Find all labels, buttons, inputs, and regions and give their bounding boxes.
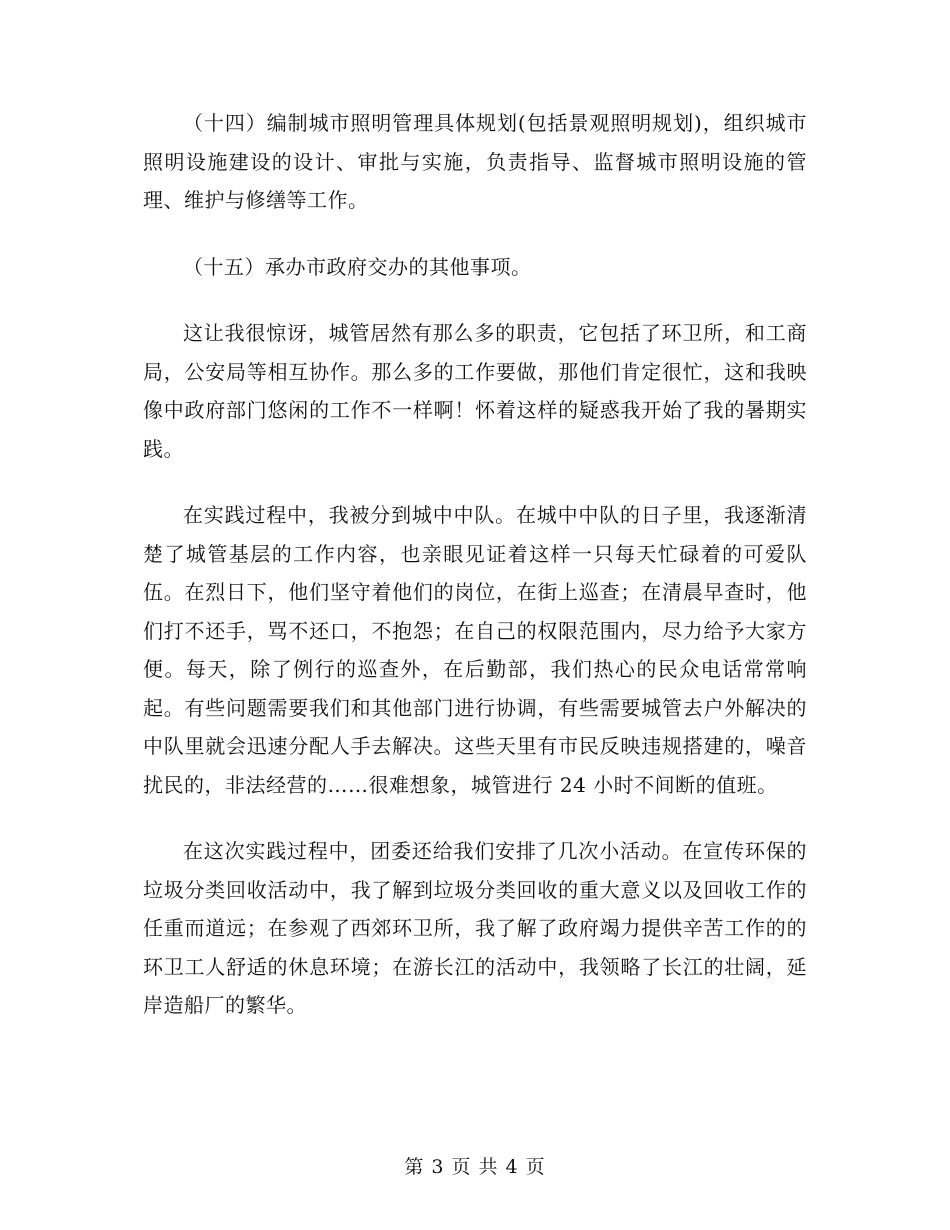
paragraph-surprise: 这让我很惊讶，城管居然有那么多的职责，它包括了环卫所，和工商局，公安局等相互协作。那么多的工作要做，那他们肯定很忙，这和我映像中政府部门悠闲的工作不一样啊！怀着这样的疑惑我开始了我的暑期实践。 xyxy=(143,321,807,461)
paragraph-practice: 在实践过程中，我被分到城中中队。在城中中队的日子里，我逐渐清楚了城管基层的工作内容，也亲眼见证着这样一只每天忙碌着的可爱队伍。在烈日下，他们坚守着他们的岗位，在街上巡查；在清晨早查时，他们打不还手，骂不还口，不抱怨；在自己的权限范围内，尽力给予大家方便。每天，除了例行的巡查外，在后勤部，我们热心的民众电话常常响起。有些问题需要我们和其他部门进行协调，有些需要城管去户外解决的中队里就会迅速分配人手去解决。这些天里有市民反映违规搭建的，噪音扰民的，非法经营的……很难想象，城管进行 24 小时不间断的值班。 xyxy=(143,503,807,797)
document-body xyxy=(143,104,807,1025)
paragraph-activities: 在这次实践过程中，团委还给我们安排了几次小活动。在宣传环保的垃圾分类回收活动中，我了解到垃圾分类回收的重大意义以及回收工作的任重而道远；在参观了西郊环卫所，我了解了政府竭力提供辛苦工作的的环卫工人舒适的休息环境；在游长江的活动中，我领略了长江的壮阔，延岸造船厂的繁华。 xyxy=(143,839,807,1017)
paragraph-item-14: （十四）编制城市照明管理具体规划(包括景观照明规划)，组织城市照明设施建设的设计、审批与实施，负责指导、监督城市照明设施的管理、维护与修缮等工作。 xyxy=(143,111,807,212)
paragraph-item-15: （十五）承办市政府交办的其他事项。 xyxy=(183,254,532,279)
page-number-footer: 第 3 页 共 4 页 xyxy=(404,1156,546,1178)
